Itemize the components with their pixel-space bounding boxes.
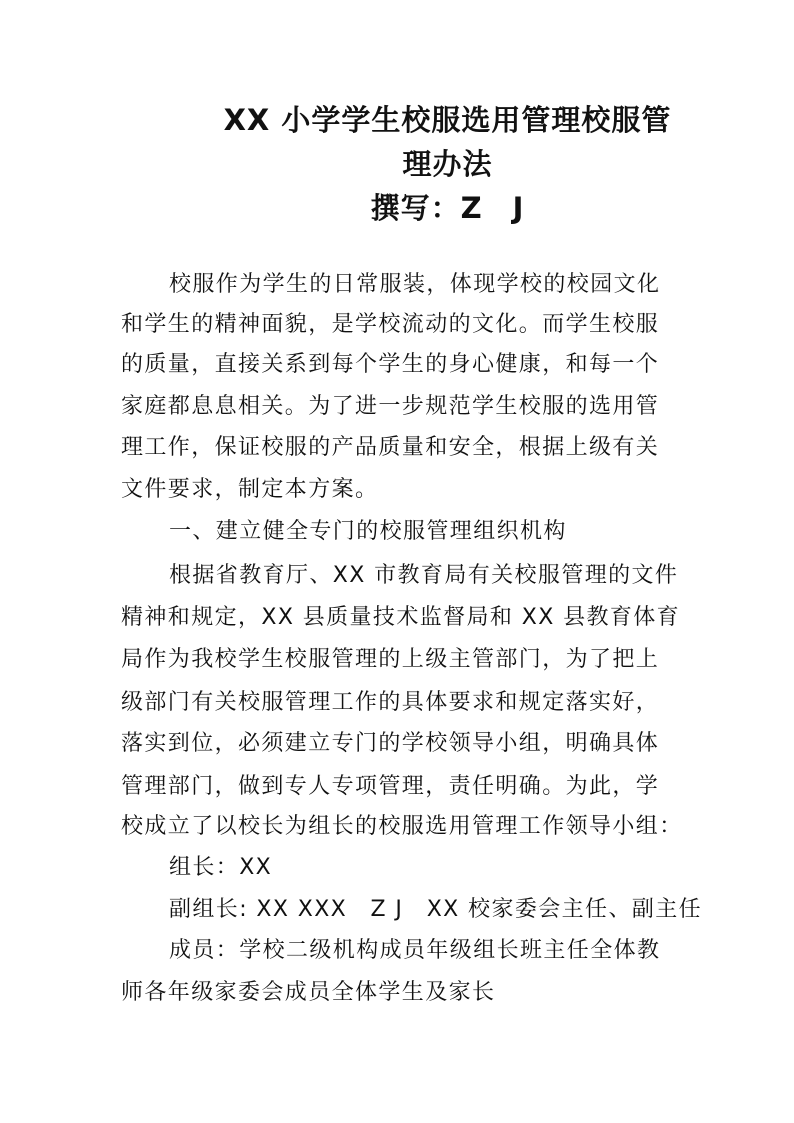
document-title-line-2: 理办法 [402,147,493,181]
paragraph-line: 文件要求，制定本方案。 [121,477,379,502]
deputy-leader-line: 副组长: XX XXX Z J XX 校家委会主任、副主任 [169,897,703,922]
members-line-continued: 师各年级家委会成员全体学生及家长 [121,980,496,1005]
paragraph-line: 校服作为学生的日常服装，体现学校的校园文化 [169,272,661,297]
paragraph-line: 的质量，直接关系到每个学生的身心健康，和每一个 [121,352,660,377]
document-title-line-1: XX 小学学生校服选用管理校服管 [223,103,672,137]
paragraph-line: 校成立了以校长为组长的校服选用管理工作领导小组： [121,814,683,839]
paragraph-line: 管理部门，做到专人专项管理，责任明确。为此，学 [121,774,660,799]
section-heading: 一、建立健全专门的校服管理组织机构 [169,519,567,544]
paragraph-line: 落实到位，必须建立专门的学校领导小组，明确具体 [121,731,660,756]
paragraph-line: 精神和规定，XX 县质量技术监督局和 XX 县教育体育 [121,605,681,630]
paragraph-line: 根据省教育厅、XX 市教育局有关校服管理的文件 [169,563,679,588]
paragraph-line: 家庭都息息相关。为了进一步规范学生校服的选用管 [121,394,660,419]
members-line: 成员：学校二级机构成员年级组长班主任全体教 [169,938,661,963]
paragraph-line: 和学生的精神面貌，是学校流动的文化。而学生校服 [121,312,660,337]
paragraph-line: 局作为我校学生校服管理的上级主管部门，为了把上 [121,647,660,672]
paragraph-line: 理工作，保证校服的产品质量和安全，根据上级有关 [121,435,660,460]
group-leader-line: 组长：XX [169,855,273,880]
paragraph-line: 级部门有关校服管理工作的具体要求和规定落实好， [121,690,660,715]
author-line: 撰写：Z J [370,191,525,225]
